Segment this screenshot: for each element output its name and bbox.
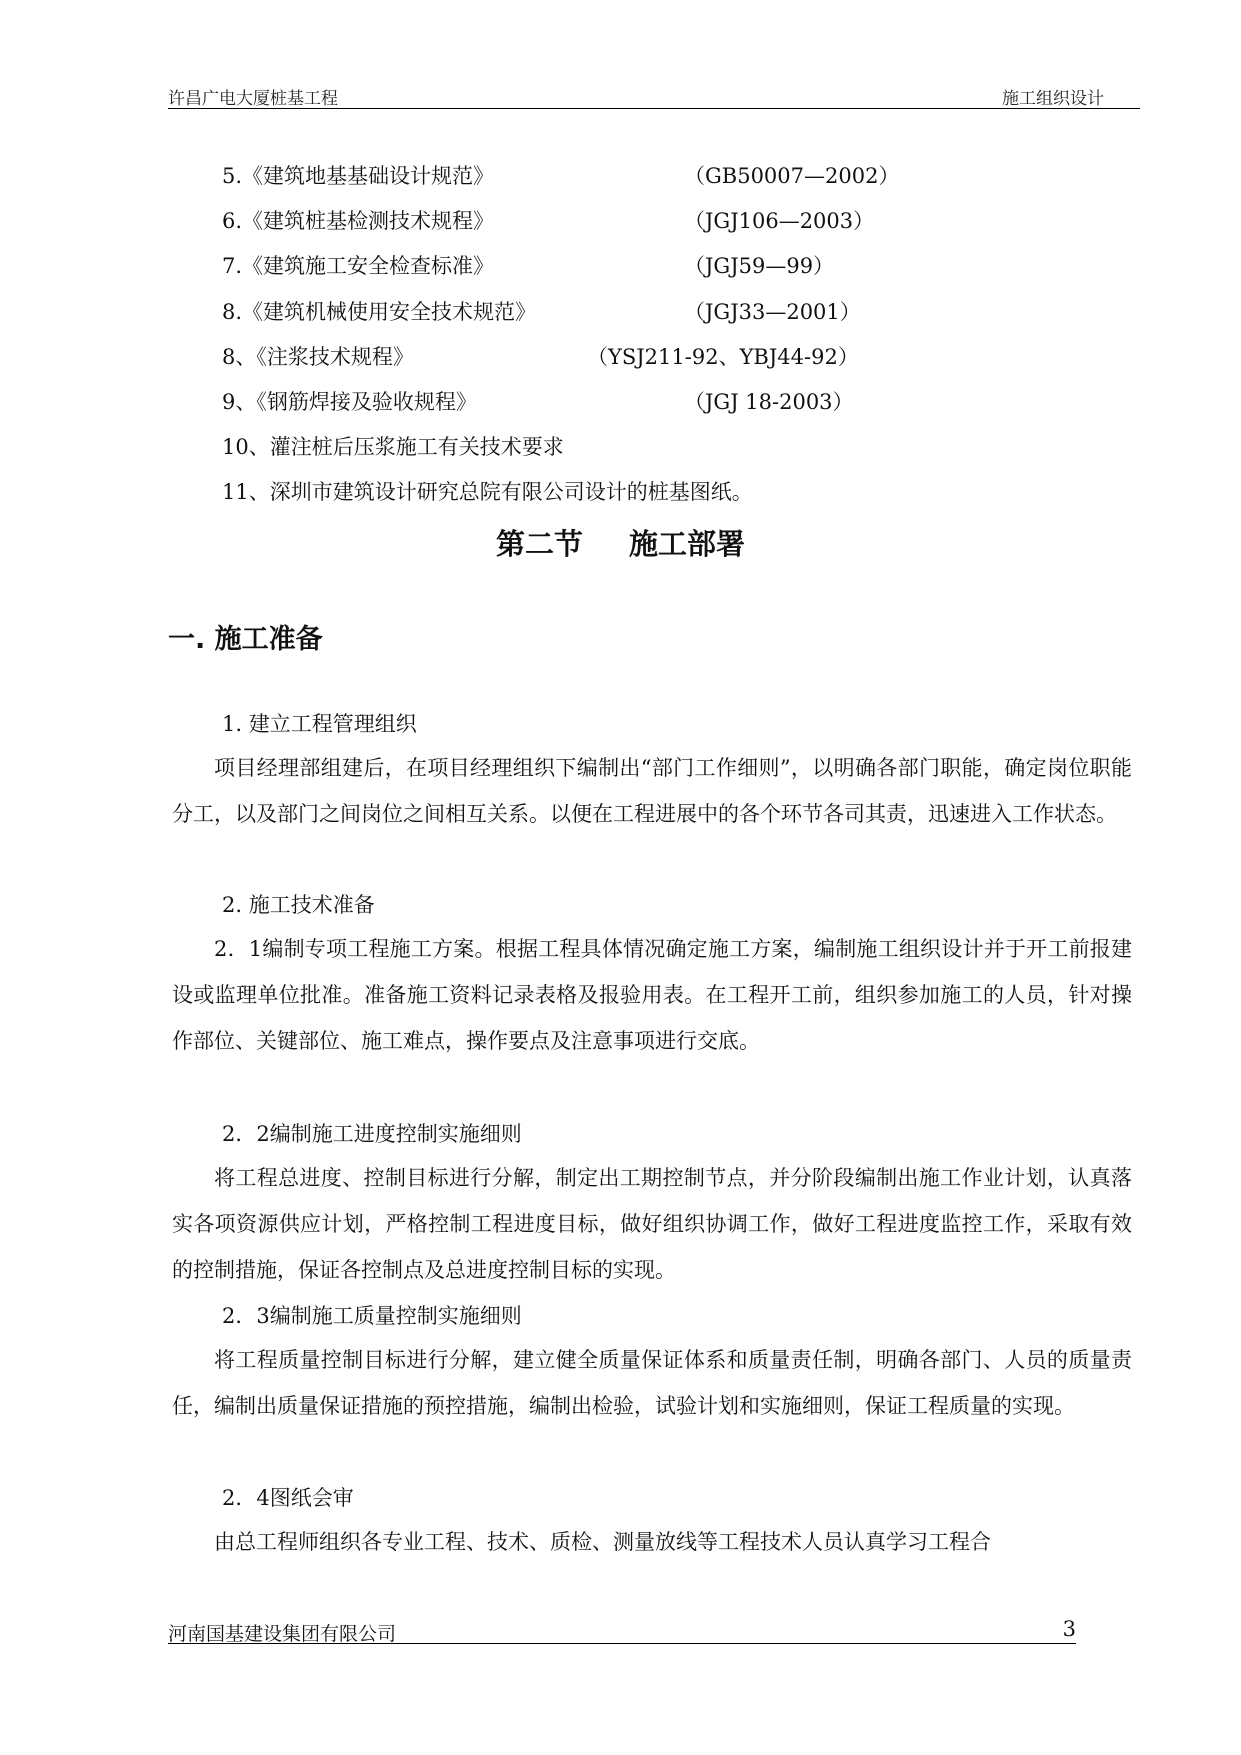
section-name: 施工部署 [629,527,746,561]
reference-item [222,160,900,192]
paragraph: 由总工程师组织各专业工程、技术、质检、测量放线等工程技术人员认真学习工程合 [214,1530,991,1554]
item-title: 2．4图纸会审 [222,1486,354,1510]
footer-company: 河南国基建设集团有限公司 [168,1623,397,1645]
reference-code: （JGJ 18-2003） [684,390,854,414]
paragraph: 将工程总进度、控制目标进行分解，制定出工期控制节点，并分阶段编制出施工作业计划，认真落实各项资源供应计划，严格控制工程进度目标，做好组织协调工作，做好工程进度监控工作，采取有效的控制措施，保证各控制点及总进度控制目标的实现。 [172,1166,1132,1282]
page-number: 3 [1062,1617,1076,1641]
reference-code: （JGJ106—2003） [684,209,875,233]
section-number: 第二节 [495,527,583,561]
paragraph: 2．1编制专项工程施工方案。根据工程具体情况确定施工方案，编制施工组织设计并于开工前报建设或监理单位批准。准备施工资料记录表格及报验用表。在工程开工前，组织参加施工的人员，针对操作部位、关键部位、施工难点，操作要点及注意事项进行交底。 [172,937,1132,1053]
reference-item [222,386,854,418]
reference-label: 10、灌注桩后压浆施工有关技术要求 [222,435,564,459]
reference-code: （JGJ33—2001） [684,300,861,324]
reference-code: （JGJ59—99） [684,254,835,278]
header-doc-type: 施工组织设计 [1002,89,1104,109]
reference-label: 8、《注浆技术规程》 [222,345,414,369]
reference-label: 5.《建筑地基基础设计规范》 [222,164,495,188]
item-title: 2. 施工技术准备 [222,893,375,917]
reference-label: 11、深圳市建筑设计研究总院有限公司设计的桩基图纸。 [222,480,753,504]
page-header [168,82,1140,109]
reference-item [222,341,859,373]
page-footer [168,1617,1076,1644]
reference-item [222,296,861,328]
item-title: 2．2编制施工进度控制实施细则 [222,1122,522,1146]
reference-code: （GB50007—2002） [684,164,900,188]
section-title [0,522,1241,563]
header-project-title: 许昌广电大厦桩基工程 [168,89,338,109]
reference-label: 9、《钢筋焊接及验收规程》 [222,390,477,414]
item-title: 2．3编制施工质量控制实施细则 [222,1304,522,1328]
reference-item [222,431,564,463]
reference-code: （YSJ211-92、YBJ44-92） [587,345,859,369]
reference-label: 7.《建筑施工安全检查标准》 [222,254,495,278]
heading-construction-preparation: 一. 施工准备 [168,624,323,655]
reference-label: 6.《建筑桩基检测技术规程》 [222,209,495,233]
reference-item [222,476,753,508]
paragraph: 项目经理部组建后，在项目经理组织下编制出“部门工作细则”，以明确各部门职能，确定岗位职能分工，以及部门之间岗位之间相互关系。以便在工程进展中的各个环节各司其责，迅速进入工作状态。 [172,756,1132,826]
reference-label: 8.《建筑机械使用安全技术规范》 [222,300,537,324]
reference-item [222,205,875,237]
reference-item [222,250,835,282]
paragraph: 将工程质量控制目标进行分解，建立健全质量保证体系和质量责任制，明确各部门、人员的质量责任，编制出质量保证措施的预控措施，编制出检验，试验计划和实施细则，保证工程质量的实现。 [172,1348,1132,1418]
item-title: 1. 建立工程管理组织 [222,712,417,736]
